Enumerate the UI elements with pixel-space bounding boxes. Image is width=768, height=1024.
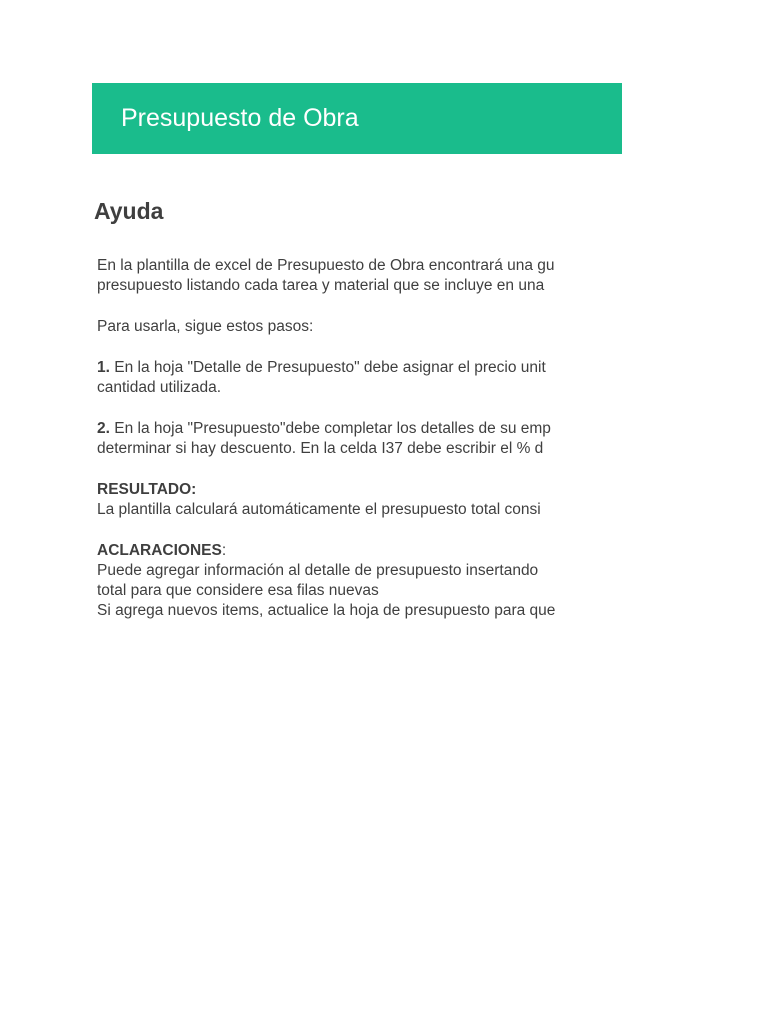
step-1: [97, 358, 622, 398]
step-1-text: En la hoja "Detalle de Presupuesto" debe asignar el precio unit: [109, 359, 546, 376]
intro-line: En la plantilla de excel de Presupuesto de Obra encontrará una gu: [97, 257, 555, 274]
resultado-section: [97, 480, 622, 520]
aclaraciones-heading: [97, 541, 622, 561]
step-2-line: determinar si hay descuento. En la celda I37 debe escribir el % d: [97, 440, 544, 457]
aclaraciones-line: Si agrega nuevos items, actualice la hoja de presupuesto para que: [97, 602, 556, 619]
aclaraciones-section: [97, 541, 622, 621]
aclaraciones-line: Puede agregar información al detalle de presupuesto insertando: [97, 562, 539, 579]
step-2-line: [97, 419, 622, 439]
help-content: [97, 256, 622, 642]
step-number: 2.: [97, 420, 110, 437]
resultado-label: RESULTADO:: [97, 481, 197, 498]
intro-paragraph: [97, 256, 622, 296]
usage-paragraph: [97, 317, 622, 337]
resultado-text: La plantilla calculará automáticamente el presupuesto total consi: [97, 501, 541, 518]
usage-text: Para usarla, sigue estos pasos:: [97, 318, 314, 335]
section-heading: Ayuda: [94, 198, 164, 224]
page-title: Presupuesto de Obra: [121, 104, 359, 132]
step-2-text: En la hoja "Presupuesto"debe completar los detalles de su emp: [109, 420, 551, 437]
aclaraciones-colon: :: [221, 542, 227, 559]
step-1-line: cantidad utilizada.: [97, 379, 222, 396]
step-2: [97, 419, 622, 459]
header-banner: [92, 83, 622, 154]
aclaraciones-label: ACLARACIONES: [97, 542, 222, 559]
aclaraciones-line: total para que considere esa filas nuevas: [97, 582, 379, 599]
intro-line: presupuesto listando cada tarea y material que se incluye en una: [97, 277, 545, 294]
step-number: 1.: [97, 359, 110, 376]
step-1-line: [97, 358, 622, 378]
